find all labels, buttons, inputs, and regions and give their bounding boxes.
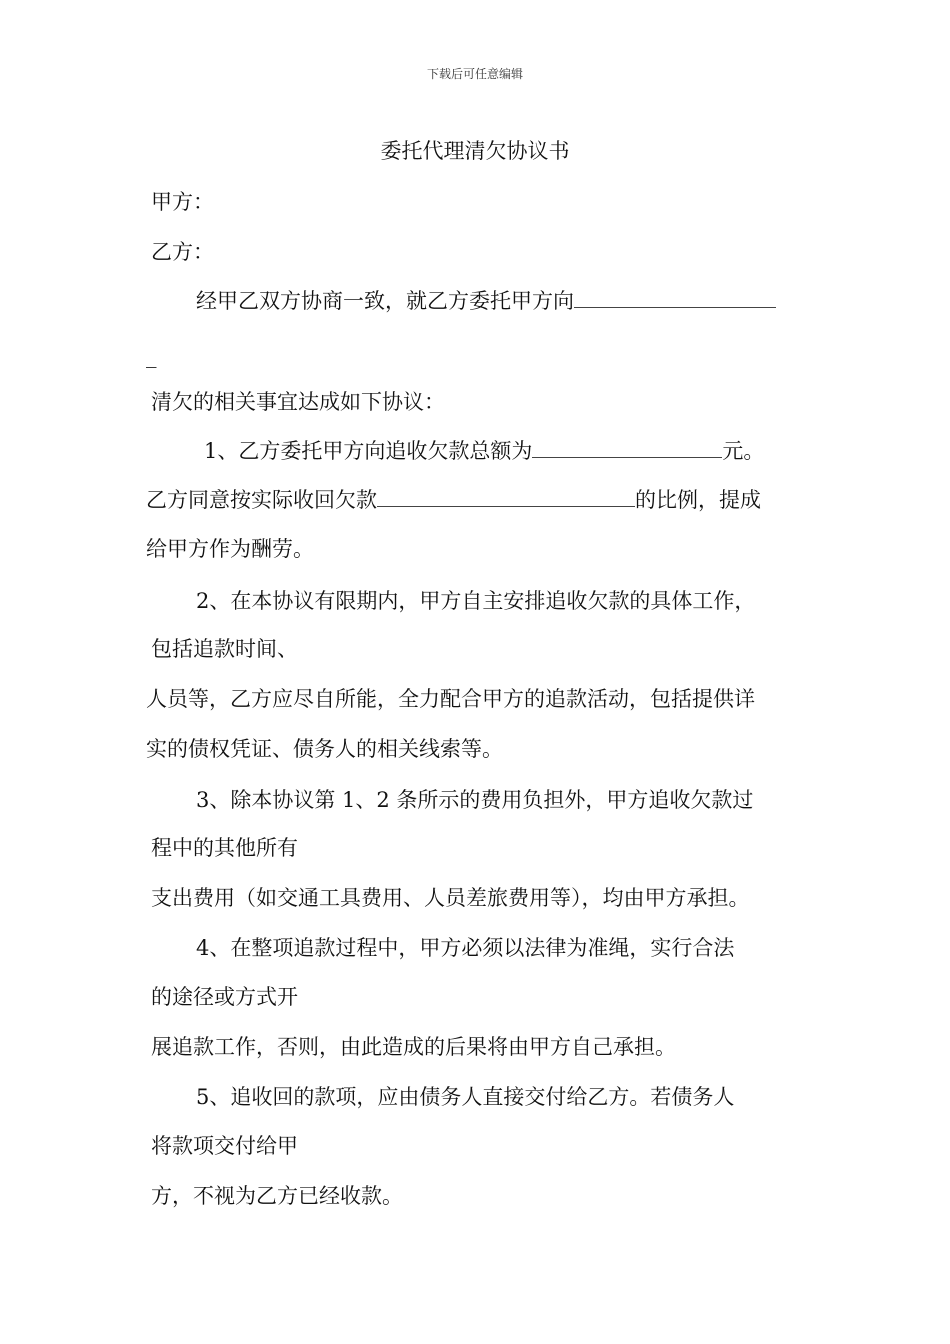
intro-line-3: 清欠的相关事宜达成如下协议： [151,390,445,414]
header-note: 下载后可任意编辑 [426,67,523,81]
clause-4-line-1: 4、在整项追款过程中，甲方必须以法律为准绳，实行合法 [196,936,735,960]
intro-line-2: _ [146,344,157,368]
clause-3-line-3: 支出费用（如交通工具费用、人员差旅费用等），均由甲方承担。 [151,886,750,910]
clause-4-line-3: 展追款工作，否则，由此造成的后果将由甲方自己承担。 [151,1035,676,1059]
debtor-blank [574,289,776,308]
clause-4-line-2: 的途径或方式开 [151,985,298,1009]
clause-1-text-c: 乙方同意按实际收回欠款 [146,488,377,512]
clause-2-line-1: 2、在本协议有限期内，甲方自主安排追收欠款的具体工作， [196,589,756,613]
clause-1-line-1 [204,437,764,465]
ratio-blank [377,488,635,507]
party-a-label: 甲方： [151,190,214,214]
clause-5-line-2: 将款项交付给甲 [151,1134,298,1158]
clause-1-line-3: 给甲方作为酬劳。 [146,537,314,561]
document-title: 委托代理清欠协议书 [380,139,570,163]
clause-1-text-a: 1、乙方委托甲方向追收欠款总额为 [204,439,533,463]
clause-3-line-2: 程中的其他所有 [151,836,298,860]
party-b-label: 乙方： [151,240,214,264]
clause-1-line-2 [146,486,761,514]
clause-3-line-1: 3、除本协议第 1、2 条所示的费用负担外，甲方追收欠款过 [196,788,754,812]
clause-5-line-3: 方，不视为乙方已经收款。 [151,1184,403,1208]
amount-blank [532,439,722,458]
clause-1-text-d: 的比例，提成 [635,488,761,512]
clause-1-text-b: 元。 [722,439,765,463]
clause-5-line-1: 5、追收回的款项，应由债务人直接交付给乙方。若债务人 [196,1085,735,1109]
intro-text: 经甲乙双方协商一致，就乙方委托甲方向 [196,289,574,313]
intro-line-1 [196,287,776,315]
clause-2-line-3: 人员等，乙方应尽自所能，全力配合甲方的追款活动，包括提供详 [146,687,755,711]
clause-2-line-2: 包括追款时间、 [151,637,298,661]
clause-2-line-4: 实的债权凭证、债务人的相关线索等。 [146,737,503,761]
